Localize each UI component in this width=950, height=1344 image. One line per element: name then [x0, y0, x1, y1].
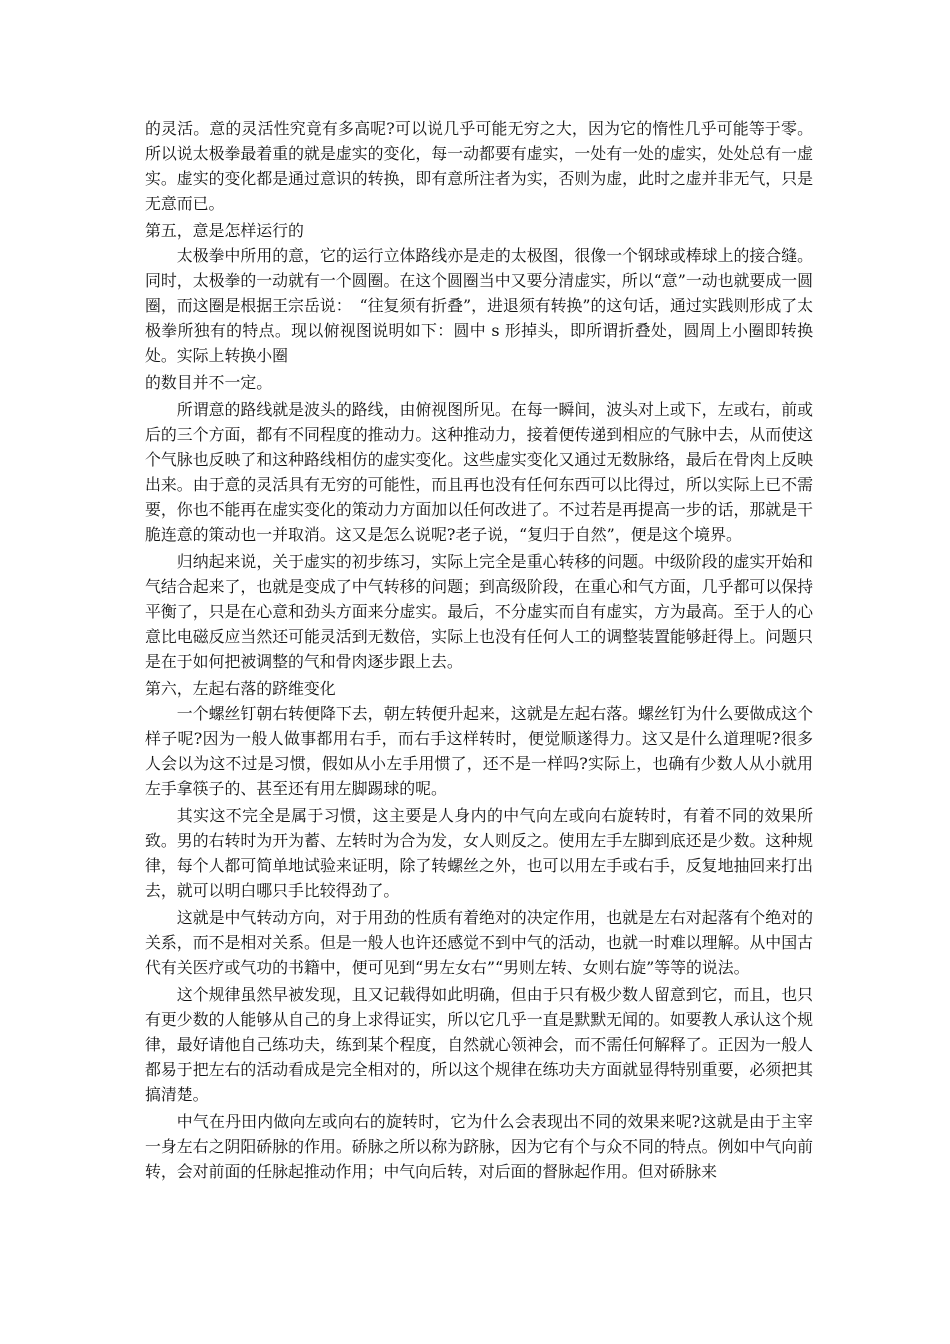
- paragraph: 中气在丹田内做向左或向右的旋转时，它为什么会表现出不同的效果来呢?这就是由于主宰一身左右之阴阳硚脉的作用。硚脉之所以称为跻脉，因为它有个与众不同的特点。例如中气向前转，会对前面的任脉起推动作用；中气向后转，对后面的督脉起作用。但对硚脉来: [145, 1112, 813, 1181]
- section-heading: 第六，左起右落的跻维变化: [145, 679, 336, 698]
- paragraph: 归纳起来说，关于虚实的初步练习，实际上完全是重心转移的问题。中级阶段的虚实开始和气结合起来了，也就是变成了中气转移的问题；到高级阶段，在重心和气方面，几乎都可以保持平衡了，只是在心意和劲头方面来分虚实。最后，不分虚实而自有虚实，方为最高。至于人的心意比电磁反应当然还可能灵活到无数倍，实际上也没有任何人工的调整装置能够赶得上。问题只是在于如何把被调整的气和骨肉逐步跟上去。: [145, 552, 813, 671]
- paragraph: 的数目并不一定。: [145, 373, 273, 392]
- paragraph: 太极拳中所用的意，它的运行立体路线亦是走的太极图，很像一个钢球或棒球上的接合缝。同时，太极拳的一动就有一个圆圈。在这个圆圈当中又要分清虚实，所以“意”一动也就要成一圆圈，而这圈是根据王宗岳说： “往复须有折叠”，进退须有转换”的这句话，通过实践则形成了太极拳所独有的特点。现以俯视图说明如下：圆中 s 形掉头，即所谓折叠处，圆周上小圈即转换处。实际上转换小圈: [145, 246, 813, 365]
- paragraph: 这个规律虽然早被发现，且又记载得如此明确，但由于只有极少数人留意到它，而且，也只有更少数的人能够从自己的身上求得证实，所以它几乎一直是默默无闻的。如要教人承认这个规律，最好请他自己练功夫，练到某个程度，自然就心领神会，而不需任何解释了。正因为一般人都易于把左右的活动看成是完全相对的，所以这个规律在练功夫方面就显得特别重要，必须把其搞清楚。: [145, 985, 813, 1104]
- paragraph: 的灵活。意的灵活性究竟有多高呢?可以说几乎可能无穷之大，因为它的惰性几乎可能等于零。所以说太极拳最着重的就是虚实的变化，每一动都要有虚实，一处有一处的虚实，处处总有一虚实。虚实的变化都是通过意识的转换，即有意所注者为实，否则为虚，此时之虚并非无气，只是无意而已。: [145, 119, 813, 213]
- paragraph: 所谓意的路线就是波头的路线，由俯视图所见。在每一瞬间，波头对上或下，左或右，前或后的三个方面，都有不同程度的推动力。这种推动力，接着便传递到相应的气脉中去，从而使这个气脉也反映了和这种路线相仿的虚实变化。这些虚实变化又通过无数脉络，最后在骨肉上反映出来。由于意的灵活具有无穷的可能性，而且再也没有任何东西可以比得过，所以实际上已不需要，你也不能再在虚实变化的策动力方面加以任何改进了。不过若是再提高一步的话，那就是干脆连意的策动也一并取消。这又是怎么说呢?老子说，“复归于自然”，便是这个境界。: [145, 400, 813, 544]
- paragraph: 一个螺丝钉朝右转便降下去，朝左转便升起来，这就是左起右落。螺丝钉为什么要做成这个样子呢?因为一般人做事都用右手，而右手这样转时，便觉顺遂得力。这又是什么道理呢?很多人会以为这不过是习惯，假如从小左手用惯了，还不是一样吗?实际上，也确有少数人从小就用左手拿筷子的、甚至还有用左脚踢球的呢。: [145, 704, 813, 798]
- section-heading: 第五，意是怎样运行的: [145, 221, 304, 240]
- paragraph: 这就是中气转动方向，对于用劲的性质有着绝对的决定作用，也就是左右对起落有个绝对的关系，而不是相对关系。但是一般人也许还感觉不到中气的活动，也就一时难以理解。从中国古代有关医疗或气功的书籍中，便可见到“男左女右”“男则左转、女则右旋”等等的说法。: [145, 908, 813, 977]
- document-page: [145, 116, 813, 1186]
- paragraph: 其实这不完全是属于习惯，这主要是人身内的中气向左或向右旋转时，有着不同的效果所致。男的右转时为开为蓄、左转时为合为发，女人则反之。使用左手左脚到底还是少数。这种规律，每个人都可简单地试验来证明，除了转螺丝之外，也可以用左手或右手，反复地抽回来打出去，就可以明白哪只手比较得劲了。: [145, 806, 813, 900]
